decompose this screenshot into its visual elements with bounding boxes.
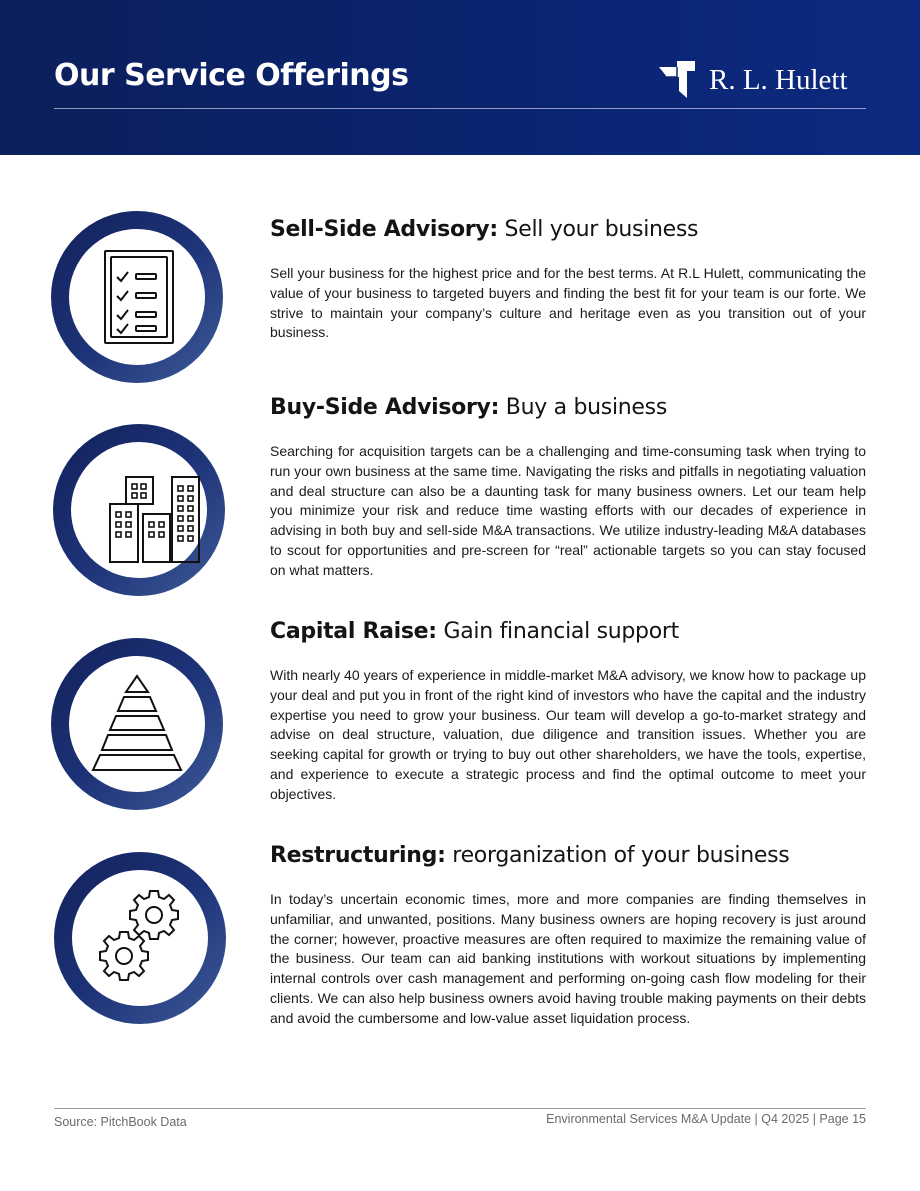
footer-divider bbox=[54, 1108, 866, 1109]
section-capital-raise bbox=[270, 618, 866, 805]
pyramid-icon bbox=[69, 656, 205, 792]
section-title: Capital Raise: Gain financial support bbox=[270, 619, 679, 644]
section-buy-side bbox=[270, 394, 866, 581]
section-body: In today’s uncertain economic times, more and more companies are finding themselves in unfamiliar, and unwanted, positions. Many business owners are hoping recovery is just around the corner; however, proactive measures are often required to maximize the remaining value of the business. Our team can aid banking institutions with workout situations by implementing internal controls over cash management and performing on-going cash flow modeling for their clients. We can also help business owners avoid having trouble making payments on their debts and avoid the cumbersome and low-value asset liquidation process. bbox=[270, 891, 866, 1026]
section-title: Sell-Side Advisory: Sell your business bbox=[270, 217, 699, 242]
sell-side-ring bbox=[51, 211, 223, 383]
section-restructuring bbox=[270, 842, 866, 1029]
company-logo bbox=[657, 58, 869, 100]
checklist-icon bbox=[69, 229, 205, 365]
section-body: Sell your business for the highest price and for the best terms. At R.L Hulett, communicating the value of your business to targeted buyers and finding the best fit for your team is our forte. We strive to maintain your company’s culture and heritage even as you transition out of your business. bbox=[270, 265, 866, 341]
logo-text: R. L. Hulett bbox=[709, 64, 848, 96]
gears-icon bbox=[72, 870, 208, 1006]
section-sell-side bbox=[270, 216, 866, 343]
buildings-icon bbox=[71, 442, 207, 578]
source-note: Source: PitchBook Data bbox=[54, 1115, 187, 1129]
section-body: With nearly 40 years of experience in middle-market M&A advisory, we know how to package up your deal and put you in front of the right kind of investors who have the capital and the industry expertise you need to grow your business. Our team will develop a go-to-market strategy and advise on deal structure, valuation, due diligence and transition issues. Whether you are seeking capital for growth or trying to buy out other shareholders, we have the tools, expertise, and experience to execute a strategic process and find the optimal outcome to meet your objectives. bbox=[270, 667, 866, 802]
section-title: Restructuring: reorganization of your business bbox=[270, 843, 790, 868]
page-info: Environmental Services M&A Update | Q4 2025 | Page 15 bbox=[546, 1112, 866, 1126]
logo-mark-icon bbox=[657, 58, 697, 100]
capital-raise-ring bbox=[51, 638, 223, 810]
restructuring-ring bbox=[54, 852, 226, 1024]
section-title: Buy-Side Advisory: Buy a business bbox=[270, 395, 667, 420]
header-banner bbox=[0, 0, 920, 155]
section-body: Searching for acquisition targets can be a challenging and time-consuming task when trying to run your own business at the same time. Navigating the risks and pitfalls in negotiating valuation and deal structure can also be a daunting task for many business owners. Let our team help you minimize your risk and reduce time wasting efforts with our decades of experience in advising in both buy and sell-side M&A transactions. We utilize industry-leading M&A databases to scout for opportunities and pre-screen for “real” actionable targets so you can stay focused on what matters. bbox=[270, 443, 866, 578]
header-divider bbox=[54, 108, 866, 109]
page-title: Our Service Offerings bbox=[54, 58, 409, 93]
buy-side-ring bbox=[53, 424, 225, 596]
